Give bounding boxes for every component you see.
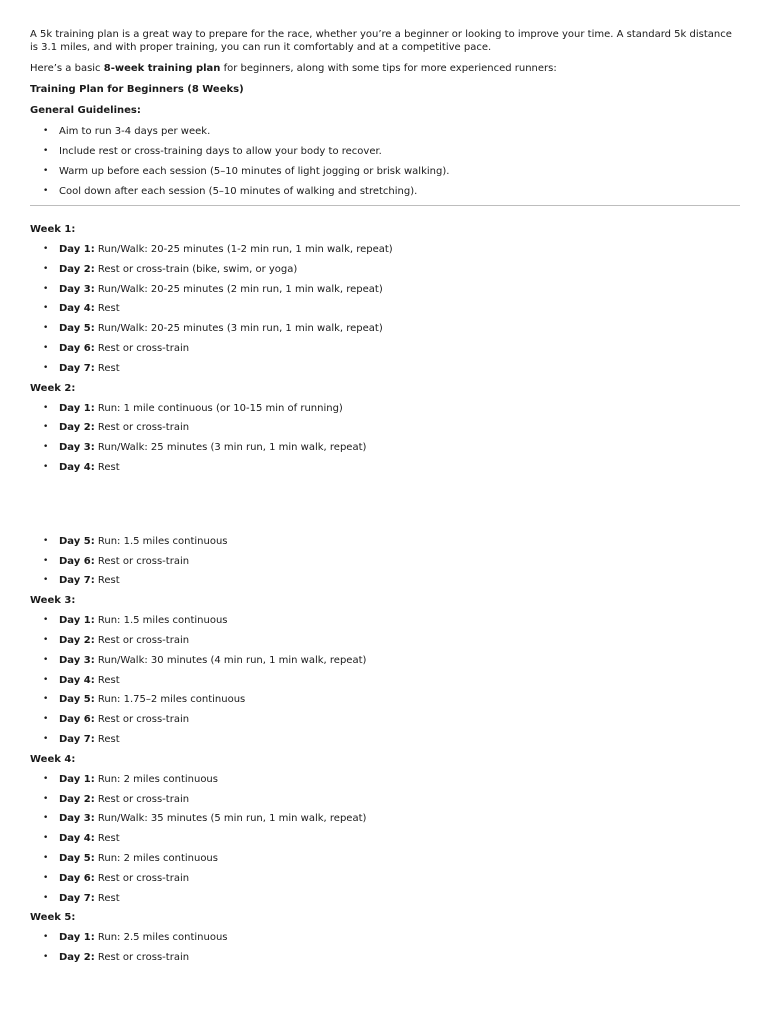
bullet-icon: • — [43, 461, 49, 472]
bullet-icon: • — [43, 714, 49, 725]
guideline-text: Aim to run 3-4 days per week. — [59, 126, 211, 137]
bullet-icon: • — [43, 303, 49, 314]
bullet-icon: • — [43, 442, 49, 453]
day-label: Day 5: — [59, 852, 95, 864]
day-label: Day 3: — [59, 283, 95, 295]
bullet-icon: • — [43, 535, 49, 546]
day-text: Rest — [94, 461, 120, 473]
day-label: Day 4: — [59, 674, 95, 686]
guideline-text: Warm up before each session (5–10 minutes of light jogging or brisk walking). — [59, 166, 450, 177]
bullet-icon: • — [43, 422, 49, 433]
day-text: Run: 1.5 miles continuous — [94, 615, 228, 627]
day-text: Rest — [94, 674, 120, 686]
day-label: Day 4: — [59, 833, 95, 845]
day-item — [30, 654, 740, 667]
week-2-list-continued — [30, 535, 740, 588]
day-text: Run: 1.5 miles continuous — [94, 535, 228, 547]
day-text: Run/Walk: 20-25 minutes (1-2 min run, 1 min walk, repeat) — [94, 244, 393, 255]
day-item — [30, 793, 740, 806]
bullet-icon: • — [43, 146, 49, 156]
day-text: Rest — [94, 833, 120, 845]
day-text: Rest — [94, 575, 120, 587]
week-5-list — [30, 931, 740, 964]
bullet-icon: • — [43, 323, 49, 334]
guideline-item — [30, 125, 740, 138]
guideline-item — [30, 185, 740, 198]
week-2-list — [30, 402, 740, 474]
guideline-item — [30, 165, 740, 178]
bullet-icon: • — [43, 126, 49, 136]
plan-description-suffix: for beginners, along with some tips for more experienced runners: — [220, 63, 557, 74]
day-item — [30, 931, 740, 944]
bullet-icon: • — [43, 654, 49, 665]
day-label: Day 3: — [59, 442, 95, 454]
day-label: Day 2: — [59, 793, 95, 805]
day-label: Day 2: — [59, 952, 95, 964]
day-label: Day 6: — [59, 872, 95, 884]
day-text: Run: 2 miles continuous — [94, 773, 218, 785]
bullet-icon: • — [43, 263, 49, 274]
bullet-icon: • — [43, 615, 49, 626]
day-label: Day 2: — [59, 263, 95, 275]
guideline-text: Cool down after each session (5–10 minutes of walking and stretching). — [59, 186, 418, 197]
day-label: Day 3: — [59, 654, 95, 666]
day-item — [30, 441, 740, 454]
week-3-title: Week 3: — [30, 595, 76, 607]
day-label: Day 5: — [59, 694, 95, 706]
day-item — [30, 555, 740, 568]
week-5-title: Week 5: — [30, 912, 76, 924]
day-item — [30, 535, 740, 548]
guidelines-title: General Guidelines: — [30, 105, 141, 116]
day-text: Run: 2 miles continuous — [94, 852, 218, 864]
day-label: Day 5: — [59, 535, 95, 547]
day-item — [30, 461, 740, 474]
day-label: Day 1: — [59, 773, 95, 785]
bullet-icon: • — [43, 283, 49, 294]
day-label: Day 7: — [59, 733, 95, 745]
week-4-title: Week 4: — [30, 753, 76, 765]
bullet-icon: • — [43, 186, 49, 196]
day-label: Day 1: — [59, 615, 95, 627]
day-text: Rest or cross-train — [94, 872, 190, 884]
week-3-list — [30, 614, 740, 746]
day-item — [30, 693, 740, 706]
day-label: Day 4: — [59, 303, 95, 315]
day-item — [30, 283, 740, 296]
plan-description — [30, 62, 740, 75]
bullet-icon: • — [43, 575, 49, 586]
day-item — [30, 342, 740, 355]
day-label: Day 2: — [59, 422, 95, 434]
bullet-icon: • — [43, 362, 49, 373]
guidelines-list — [30, 125, 740, 198]
week-1-title: Week 1: — [30, 224, 76, 235]
day-text: Rest — [94, 303, 120, 315]
bullet-icon: • — [43, 694, 49, 705]
day-item — [30, 243, 740, 256]
day-item — [30, 574, 740, 587]
day-item — [30, 362, 740, 375]
bullet-icon: • — [43, 852, 49, 863]
bullet-icon: • — [43, 813, 49, 824]
day-text: Rest or cross-train (bike, swim, or yoga) — [94, 263, 298, 275]
day-label: Day 4: — [59, 461, 95, 473]
day-text: Rest or cross-train — [94, 555, 190, 567]
day-item — [30, 872, 740, 885]
day-label: Day 1: — [59, 402, 95, 414]
bullet-icon: • — [43, 833, 49, 844]
day-label: Day 6: — [59, 714, 95, 726]
plan-title: Training Plan for Beginners (8 Weeks) — [30, 84, 244, 95]
bullet-icon: • — [43, 872, 49, 883]
day-label: Day 2: — [59, 634, 95, 646]
day-label: Day 1: — [59, 932, 95, 944]
day-item — [30, 322, 740, 335]
day-text: Rest or cross-train — [94, 342, 190, 354]
intro-paragraph: A 5k training plan is a great way to prepare for the race, whether you’re a beginner or looking to improve your time. A standard 5k distance is 3.1 miles, and with proper training, you can run it comfortably and at a competitive pace. — [30, 29, 732, 53]
day-item — [30, 852, 740, 865]
day-item — [30, 402, 740, 415]
day-text: Rest or cross-train — [94, 422, 190, 434]
plan-description-prefix: Here’s a basic — [30, 63, 104, 74]
bullet-icon: • — [43, 342, 49, 353]
day-text: Rest or cross-train — [94, 714, 190, 726]
day-text: Run/Walk: 35 minutes (5 min run, 1 min walk, repeat) — [94, 813, 367, 825]
day-text: Run/Walk: 20-25 minutes (2 min run, 1 min walk, repeat) — [94, 283, 383, 295]
day-item — [30, 674, 740, 687]
bullet-icon: • — [43, 892, 49, 903]
day-item — [30, 634, 740, 647]
day-text: Rest — [94, 362, 120, 374]
day-item — [30, 951, 740, 964]
day-text: Rest — [94, 733, 120, 745]
bullet-icon: • — [43, 244, 49, 254]
day-label: Day 7: — [59, 892, 95, 904]
day-label: Day 3: — [59, 813, 95, 825]
plan-description-bold: 8-week training plan — [103, 63, 221, 74]
day-item — [30, 733, 740, 746]
day-label: Day 7: — [59, 362, 95, 374]
week-2-title: Week 2: — [30, 382, 76, 394]
day-item — [30, 832, 740, 845]
day-item — [30, 773, 740, 786]
day-item — [30, 892, 740, 905]
day-text: Run/Walk: 30 minutes (4 min run, 1 min walk, repeat) — [94, 654, 367, 666]
day-label: Day 6: — [59, 555, 95, 567]
day-text: Run/Walk: 20-25 minutes (3 min run, 1 min walk, repeat) — [94, 323, 383, 335]
day-text: Run: 1.75–2 miles continuous — [94, 694, 246, 706]
bullet-icon: • — [43, 733, 49, 744]
day-text: Rest — [94, 892, 120, 904]
bullet-icon: • — [43, 402, 49, 413]
bullet-icon: • — [43, 555, 49, 566]
day-item — [30, 421, 740, 434]
day-item — [30, 812, 740, 825]
day-label: Day 1: — [59, 244, 95, 255]
week-1-list — [30, 243, 740, 375]
day-text: Run: 1 mile continuous (or 10-15 min of running) — [94, 402, 343, 414]
day-item — [30, 614, 740, 627]
day-label: Day 6: — [59, 342, 95, 354]
day-label: Day 5: — [59, 323, 95, 335]
guideline-item — [30, 145, 740, 158]
bullet-icon: • — [43, 932, 49, 943]
day-text: Rest or cross-train — [94, 634, 190, 646]
day-item — [30, 263, 740, 276]
day-text: Run/Walk: 25 minutes (3 min run, 1 min walk, repeat) — [94, 442, 367, 454]
day-text: Run: 2.5 miles continuous — [94, 932, 228, 944]
day-item — [30, 713, 740, 726]
bullet-icon: • — [43, 634, 49, 645]
bullet-icon: • — [43, 166, 49, 176]
bullet-icon: • — [43, 773, 49, 784]
day-text: Rest or cross-train — [94, 952, 190, 964]
document-page — [30, 28, 740, 971]
bullet-icon: • — [43, 952, 49, 963]
week-4-list — [30, 773, 740, 905]
day-label: Day 7: — [59, 575, 95, 587]
day-item — [30, 302, 740, 315]
guideline-text: Include rest or cross-training days to allow your body to recover. — [59, 146, 382, 157]
bullet-icon: • — [43, 793, 49, 804]
day-text: Rest or cross-train — [94, 793, 190, 805]
page-break-gap — [30, 481, 740, 535]
bullet-icon: • — [43, 674, 49, 685]
